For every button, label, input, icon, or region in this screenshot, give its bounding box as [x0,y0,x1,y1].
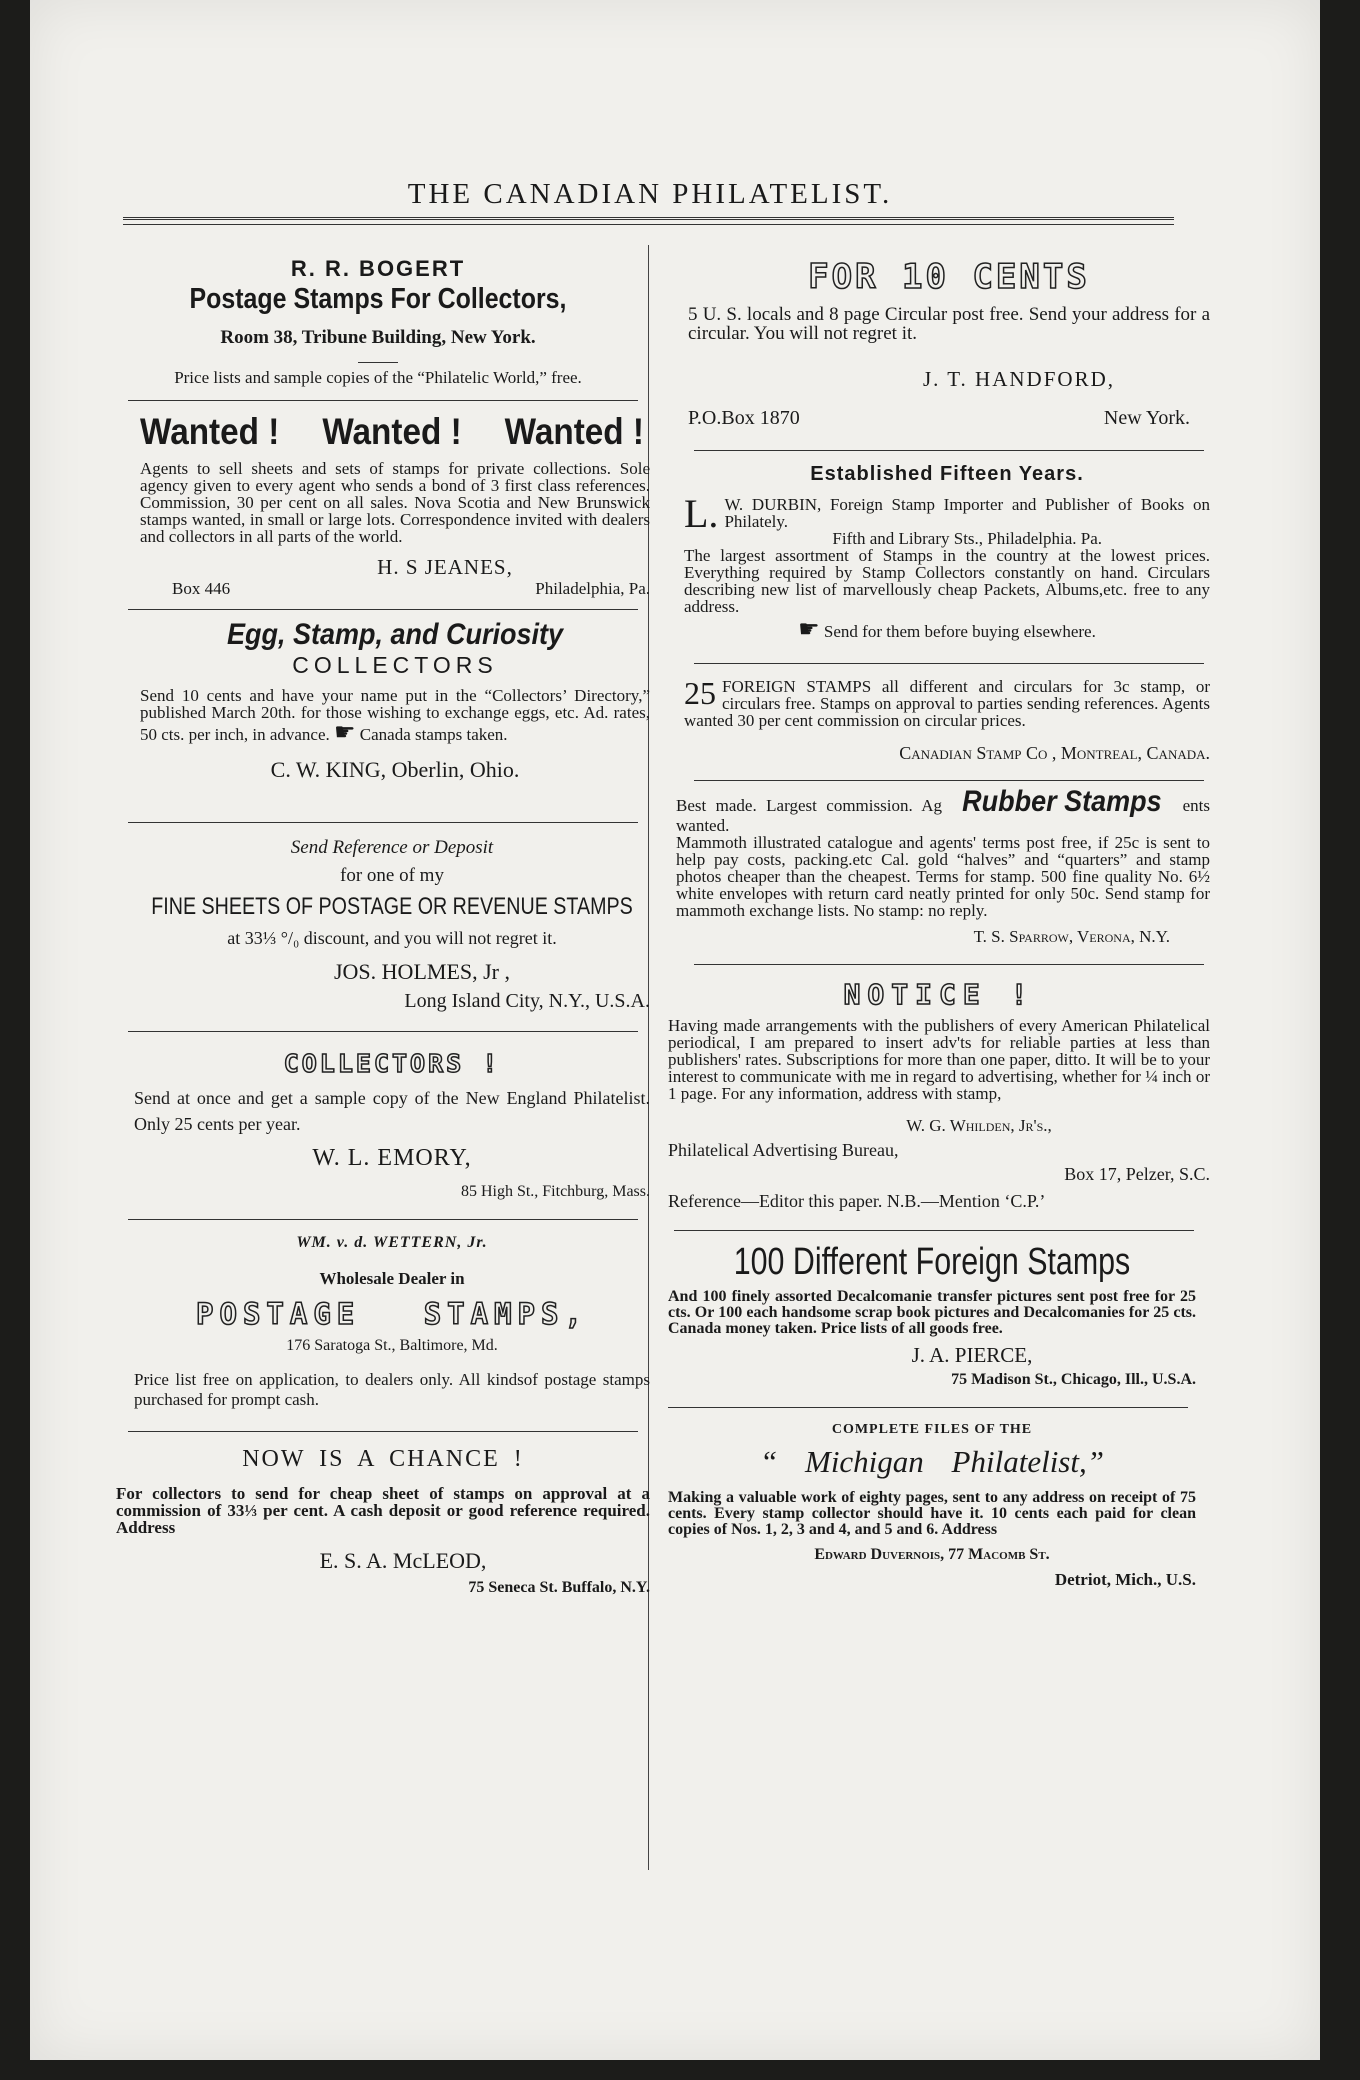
left-column [110,248,656,1598]
duvernois-city: Detriot, Mich., U.S. [1054,1570,1196,1590]
duvernois-name: Edward Duvernois, 77 Macomb St. [814,1545,1050,1563]
bogert-short-rule [358,362,398,363]
canadian-body [684,674,1210,730]
canadian-number: 25 [684,674,716,711]
jeanes-body: Agents to sell sheets and sets of stamps for private collections. Sole agency given to every agent who sends a bond of 3 first class references. Commission, 30 per cent on all sales. Nova Scotia and New Brunswick stamps wanted, in small or large lots. Correspondence invited with dealers and collectors in all parts of the world. [140,459,650,547]
pierce-name: J. A. PIERCE, [911,1342,1033,1367]
duvernois-line1: COMPLETE FILES OF THE [831,1422,1033,1438]
wanted-2: Wanted ! [322,411,462,453]
whilden-body: Having made arrangements with the publishers of every American Philatelical periodical, I am prepared to insert adv'ts for reliable parties at less than publishers' rates. Subscriptions for more than one paper, ditto. It will be to your interest to communicate with me in regard to advertising, whether for ¼ inch or 1 page. For any information, address with stamp, [668,1016,1210,1104]
whilden-name: W. G. Whilden, Jr's., [906,1116,1052,1136]
bogert-headline: Postage Stamps For Collectors, [189,283,567,316]
mcleod-body: For collectors to send for cheap sheet of stamps on approval at a commission of 33⅓ per cent. A cash deposit or good reference required. Address [116,1484,650,1538]
mcleod-address: 75 Seneca St. Buffalo, N.Y. [468,1579,650,1597]
wanted-1: Wanted ! [140,411,280,453]
pierce-body: And 100 finely assorted Decalcomanie transfer pictures sent post free for 25 cts. Or 100 each handsome scrap book pictures and Decalcomanies for 25 cts. Canada money taken. Price lists of all goods free. [668,1287,1196,1337]
ad-bogert [110,248,656,386]
handford-headline: FOR 10 CENTS [808,257,1090,297]
bogert-text: Price lists and sample copies of the “Philatelic World,” free. [174,368,582,388]
mcleod-name: E. S. A. McLEOD, [319,1548,487,1574]
wettern-name: WM. v. d. WETTERN, Jr. [296,1234,488,1252]
whilden-headline: NOTICE ! [843,978,1035,1012]
holmes-name: JOS. HOLMES, Jr , [333,958,511,984]
durbin-tail: Send for them before buying elsewhere. [823,622,1096,642]
pierce-address: 75 Madison St., Chicago, Ill., U.S.A. [951,1370,1196,1388]
wettern-body: Price list free on application, to dealers only. All kindsof postage stamps purchased for prompt cash. [134,1369,650,1410]
holmes-line1: Send Reference or Deposit [290,836,494,858]
holmes-line2: for one of my [340,864,444,886]
durbin-body1-text: W. DURBIN, Foreign Stamp Importer and Publisher of Books on Philately. [724,495,1210,532]
jeanes-city: Philadelphia, Pa. [535,579,650,599]
sparrow-pre: Best made. Largest commission. Ag [676,795,942,815]
emory-name: W. L. EMORY, [312,1145,472,1172]
ad-sparrow [654,781,1210,947]
durbin-footer [684,617,1210,645]
ad-emory [110,1032,656,1201]
whilden-box: Box 17, Pelzer, S.C. [1064,1164,1210,1185]
bogert-address: Room 38, Tribune Building, New York. [220,326,536,348]
king-signature: C. W. KING, Oberlin, Ohio. [270,756,520,782]
jeanes-name: H. S JEANES, [377,555,513,580]
right-column [654,248,1210,1590]
ad-holmes [110,823,656,1013]
pointing-hand-icon: ☛ [334,719,356,746]
ad-durbin [654,451,1210,645]
king-body [140,687,650,745]
duvernois-headline: “ Michigan Philatelist,” [760,1444,1104,1480]
ad-wettern [110,1220,656,1410]
canadian-body-text: FOREIGN STAMPS all different and circulars for 3c stamp, or circulars free. Stamps on approval to parties sending references. Agents wanted 30 per cent commission on circular prices. [684,676,1210,730]
wettern-headline: POSTAGE STAMPS, [196,1297,588,1332]
king-body-text: Send 10 cents and have your name put in the “Collectors’ Directory,” published March 20th. for those wishing to exchange eggs, etc. Ad. rates, 50 cts. per inch, in advance. [140,685,650,744]
emory-headline: COLLECTORS ! [283,1049,501,1079]
header-rule [123,217,1174,225]
ad-handford [654,248,1210,430]
holmes-city: Long Island City, N.Y., U.S.A. [404,990,650,1013]
pointing-hand-icon: ☛ [798,617,820,644]
running-title: THE CANADIAN PHILATELIST. [407,178,893,210]
handford-box: P.O.Box 1870 [688,407,800,430]
holmes-headline: FINE SHEETS OF POSTAGE OR REVENUE STAMPS [151,892,633,920]
king-headline: Egg, Stamp, and Curiosity [226,617,564,651]
ad-jeanes [110,401,656,598]
whilden-reference: Reference—Editor this paper. N.B.—Mention ‘C.P.’ [668,1191,1046,1212]
sparrow-post: ents wanted. [676,795,1211,835]
jeanes-box: Box 446 [172,579,231,599]
pierce-headline: 100 Different Foreign Stamps [733,1240,1131,1283]
duvernois-body: Making a valuable work of eighty pages, sent to any address on receipt of 75 cents. Every stamp collector should have it. 10 cents each paid for clean copies of Nos. 1, 2, 3 and 4, and 5 and 6. Address [668,1488,1196,1538]
emory-address: 85 High St., Fitchburg, Mass. [460,1182,650,1200]
durbin-headline: Established Fifteen Years. [810,463,1084,486]
ad-whilden [654,965,1210,1212]
sparrow-signature: T. S. Sparrow, Verona, N.Y. [973,926,1170,946]
ad-king [110,610,656,782]
handford-name: J. T. HANDFORD, [923,367,1115,392]
sparrow-headline: Rubber Stamps [962,784,1163,818]
ad-canadian-stamp-co [654,664,1210,764]
handford-body: 5 U. S. locals and 8 page Circular post free. Send your address for a circular. You will not regret it. [688,304,1210,345]
wettern-line1: Wholesale Dealer in [319,1268,465,1288]
wettern-address: 176 Saratoga St., Baltimore, Md. [286,1337,498,1355]
handford-city: New York. [1103,407,1190,430]
whilden-bureau: Philatelical Advertising Bureau, [668,1139,899,1160]
bogert-name: R. R. BOGERT [290,256,466,281]
ad-mcleod [110,1432,656,1598]
durbin-address: Fifth and Library Sts., Philadelphia. Pa. [832,529,1103,549]
king-subhead: COLLECTORS [292,652,498,679]
holmes-line3: at 33⅓ °/₀ discount, and you will not regret it. [227,928,557,949]
durbin-body1 [684,491,1210,537]
ad-duvernois [654,1408,1210,1590]
canadian-signature: Canadian Stamp Co , Montreal, Canada. [899,742,1210,763]
emory-body: Send at once and get a sample copy of the New England Philatelist. Only 25 cents per year. [134,1087,650,1135]
durbin-body2: The largest assortment of Stamps in the country at the lowest prices. Everything required by Stamp Collectors constantly on hand. Circulars describing new list of marvellously cheap Packets, Albums,etc. free to any address. [684,546,1210,617]
durbin-initial: L. [684,491,719,537]
mcleod-headline: NOW IS A CHANCE ! [242,1445,524,1472]
sparrow-intro [676,784,1211,835]
ad-pierce [654,1231,1210,1389]
king-tail: Canada stamps taken. [359,724,508,744]
sparrow-body: Mammoth illustrated catalogue and agents' terms post free, if 25c is sent to help pay costs, packing.etc Cal. gold “halves” and “quarters” and stamp photos cheaper than the cheapest. Terms for stamp. 500 fine quality No. 6½ white envelopes with return card neatly printed for only 50c. Send stamp for mammoth exchange lists. No stamp: no reply. [676,832,1210,920]
wanted-3: Wanted ! [504,411,644,453]
